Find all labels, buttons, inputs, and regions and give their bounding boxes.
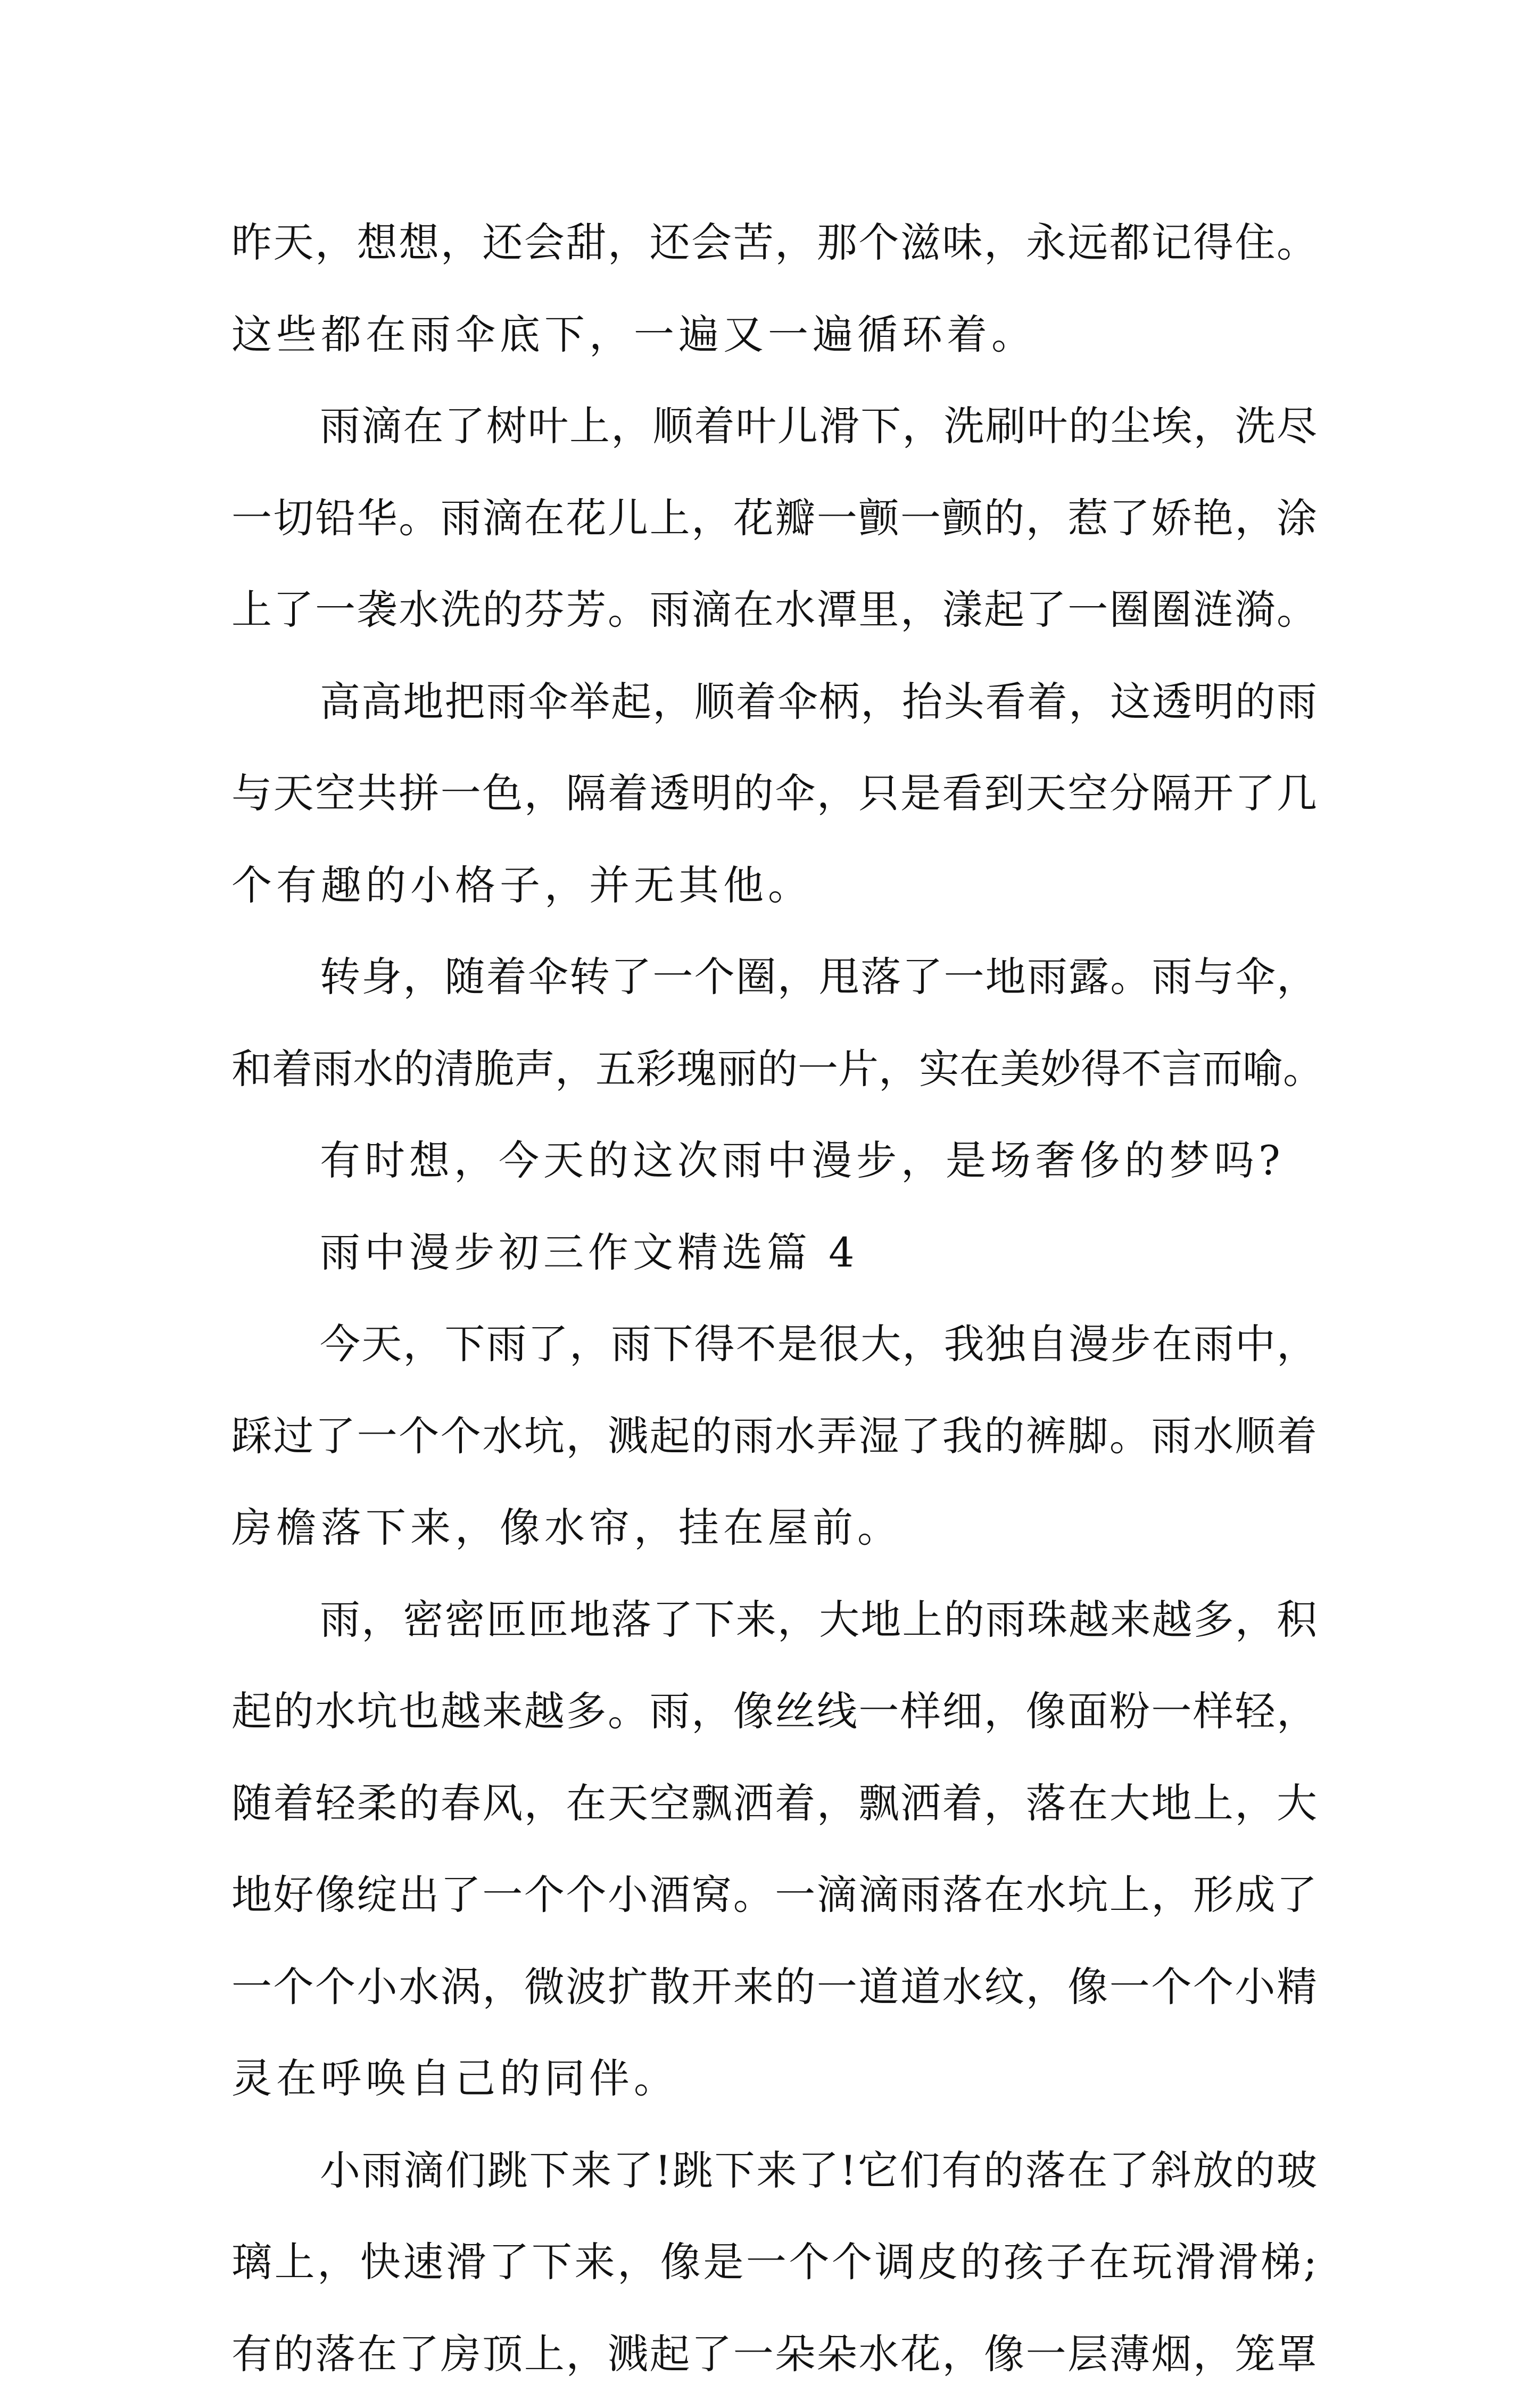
text-line: 踩过了一个个水坑，溅起的雨水弄湿了我的裤脚。雨水顺着 xyxy=(231,1391,1317,1483)
text-line: 地好像绽出了一个个小酒窝。一滴滴雨落在水坑上，形成了 xyxy=(231,1849,1317,1941)
paragraph-start-line: 高高地把雨伞举起，顺着伞柄，抬头看着，这透明的雨 xyxy=(231,656,1317,748)
text-line: 上了一袭水洗的芬芳。雨滴在水潭里，漾起了一圈圈涟漪。 xyxy=(231,564,1317,656)
essay-text xyxy=(231,197,1317,2400)
paragraph-start-line: 转身，随着伞转了一个圈，甩落了一地雨露。雨与伞， xyxy=(231,931,1317,1023)
paragraph-start-line: 雨，密密匝匝地落了下来，大地上的雨珠越来越多，积 xyxy=(231,1574,1317,1666)
text-line: 个有趣的小格子，并无其他。 xyxy=(231,840,1317,932)
paragraph-start-line: 有时想，今天的这次雨中漫步，是场奢侈的梦吗? xyxy=(231,1115,1317,1207)
text-line: 与天空共拼一色，隔着透明的伞，只是看到天空分隔开了几 xyxy=(231,748,1317,840)
text-line: 和着雨水的清脆声，五彩瑰丽的一片，实在美妙得不言而喻。 xyxy=(231,1023,1317,1115)
text-line: 随着轻柔的春风，在天空飘洒着，飘洒着，落在大地上，大 xyxy=(231,1758,1317,1850)
section-heading: 雨中漫步初三作文精选篇 4 xyxy=(231,1207,1317,1299)
text-line: 璃上，快速滑了下来，像是一个个调皮的孩子在玩滑滑梯; xyxy=(231,2216,1317,2308)
text-line: 昨天，想想，还会甜，还会苦，那个滋味，永远都记得住。 xyxy=(231,197,1317,289)
paragraph-start-line: 今天，下雨了，雨下得不是很大，我独自漫步在雨中， xyxy=(231,1298,1317,1391)
text-line: 这些都在雨伞底下，一遍又一遍循环着。 xyxy=(231,289,1317,381)
text-line: 一个个小水涡，微波扩散开来的一道道水纹，像一个个小精 xyxy=(231,1941,1317,2033)
paragraph-start-line: 小雨滴们跳下来了!跳下来了!它们有的落在了斜放的玻 xyxy=(231,2125,1317,2217)
text-line: 灵在呼唤自己的同伴。 xyxy=(231,2033,1317,2125)
paragraph-start-line: 雨滴在了树叶上，顺着叶儿滑下，洗刷叶的尘埃，洗尽 xyxy=(231,380,1317,473)
text-line: 有的落在了房顶上，溅起了一朵朵水花，像一层薄烟，笼罩 xyxy=(231,2308,1317,2400)
text-line: 房檐落下来，像水帘，挂在屋前。 xyxy=(231,1482,1317,1574)
text-line: 一切铅华。雨滴在花儿上，花瓣一颤一颤的，惹了娇艳，涂 xyxy=(231,473,1317,565)
text-line: 起的水坑也越来越多。雨，像丝线一样细，像面粉一样轻， xyxy=(231,1666,1317,1758)
